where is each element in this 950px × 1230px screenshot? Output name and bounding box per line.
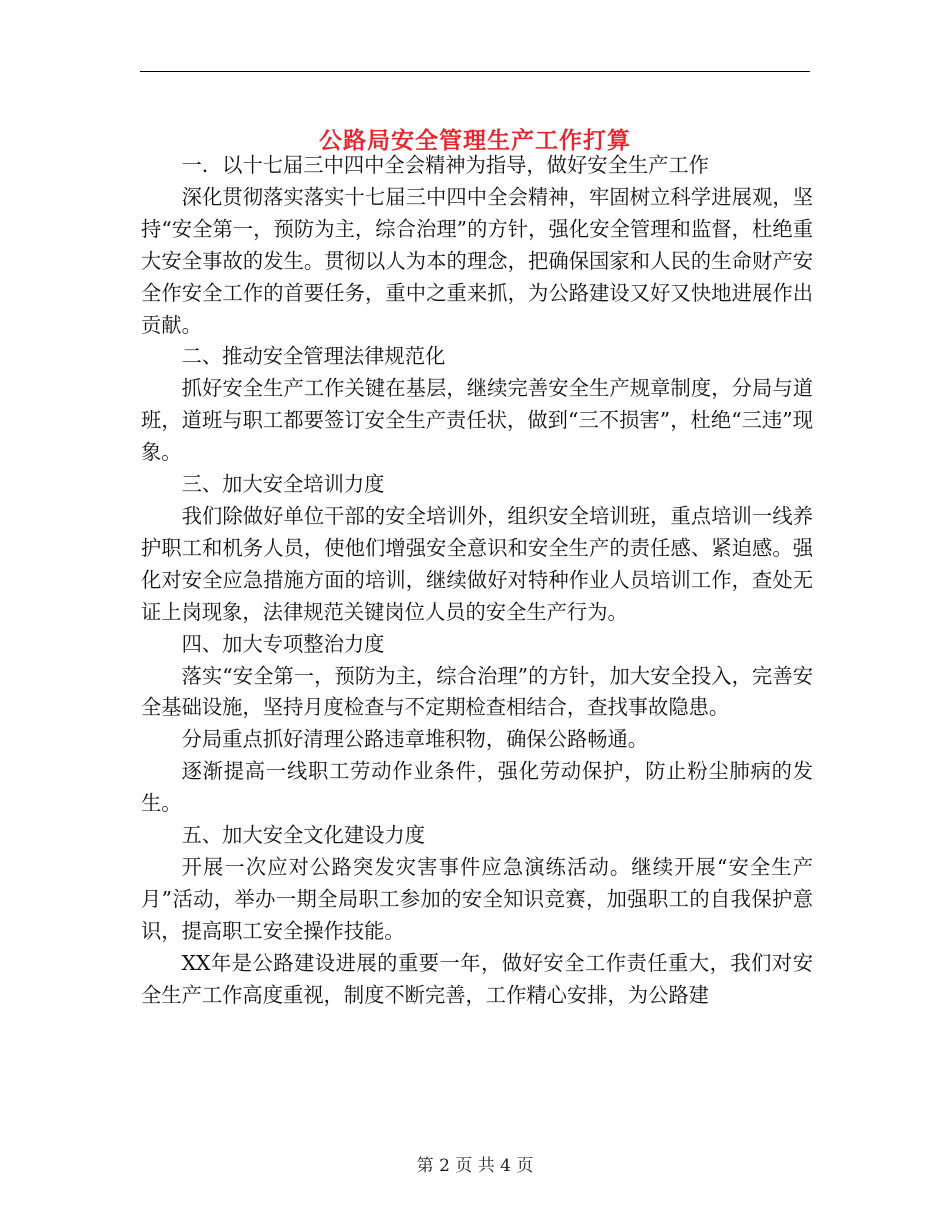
section-heading-5: 五、加大安全文化建设力度: [181, 823, 425, 848]
paragraph: 深化贯彻落实落实十七届三中四中全会精神，牢固树立科学进展观，坚持“安全第一，预防为主，综合治理”的方针，强化安全管理和监督，杜绝重大安全事故的发生。贯彻以人为本的理念，把确保国家和人民的生命财产安全作安全工作的首要任务，重中之重来抓，为公路建设又好又快地进展作出贡献。: [141, 184, 813, 337]
paragraph: 抓好安全生产工作关键在基层，继续完善安全生产规章制度，分局与道班，道班与职工都要签订安全生产责任状，做到“三不损害”，杜绝“三违”现象。: [141, 376, 813, 465]
page-footer: 第 2 页 共 4 页: [416, 1156, 534, 1176]
document-body: [141, 150, 813, 1011]
paragraph: 逐渐提高一线职工劳动作业条件，强化劳动保护，防止粉尘肺病的发生。: [141, 759, 813, 816]
section-heading-2: 二、推动安全管理法律规范化: [181, 344, 446, 369]
paragraph: 我们除做好单位干部的安全培训外，组织安全培训班，重点培训一线养护职工和机务人员，使他们增强安全意识和安全生产的责任感、紧迫感。强化对安全应急措施方面的培训，继续做好对特种作业人员培训工作，查处无证上岗现象，法律规范关键岗位人员的安全生产行为。: [141, 503, 813, 624]
paragraph: XX年是公路建设进展的重要一年，做好安全工作责任重大，我们对安全生产工作高度重视，制度不断完善，工作精心安排，为公路建: [141, 950, 813, 1007]
paragraph: 分局重点抓好清理公路违章堆积物，确保公路畅通。: [181, 727, 649, 752]
header-rule: [140, 71, 810, 72]
section-heading-1: 一．以十七届三中四中全会精神为指导，做好安全生产工作: [181, 153, 709, 177]
section-heading-4: 四、加大专项整治力度: [181, 631, 385, 656]
paragraph: 开展一次应对公路突发灾害事件应急演练活动。继续开展“安全生产月”活动，举办一期全局职工参加的安全知识竞赛，加强职工的自我保护意识，提高职工安全操作技能。: [141, 854, 813, 943]
paragraph: 落实“安全第一，预防为主，综合治理”的方针，加大安全投入，完善安全基础设施，坚持月度检查与不定期检查相结合，查找事故隐患。: [141, 663, 813, 720]
document-title: 公路局安全管理生产工作打算: [319, 127, 631, 155]
section-heading-3: 三、加大安全培训力度: [181, 472, 385, 497]
